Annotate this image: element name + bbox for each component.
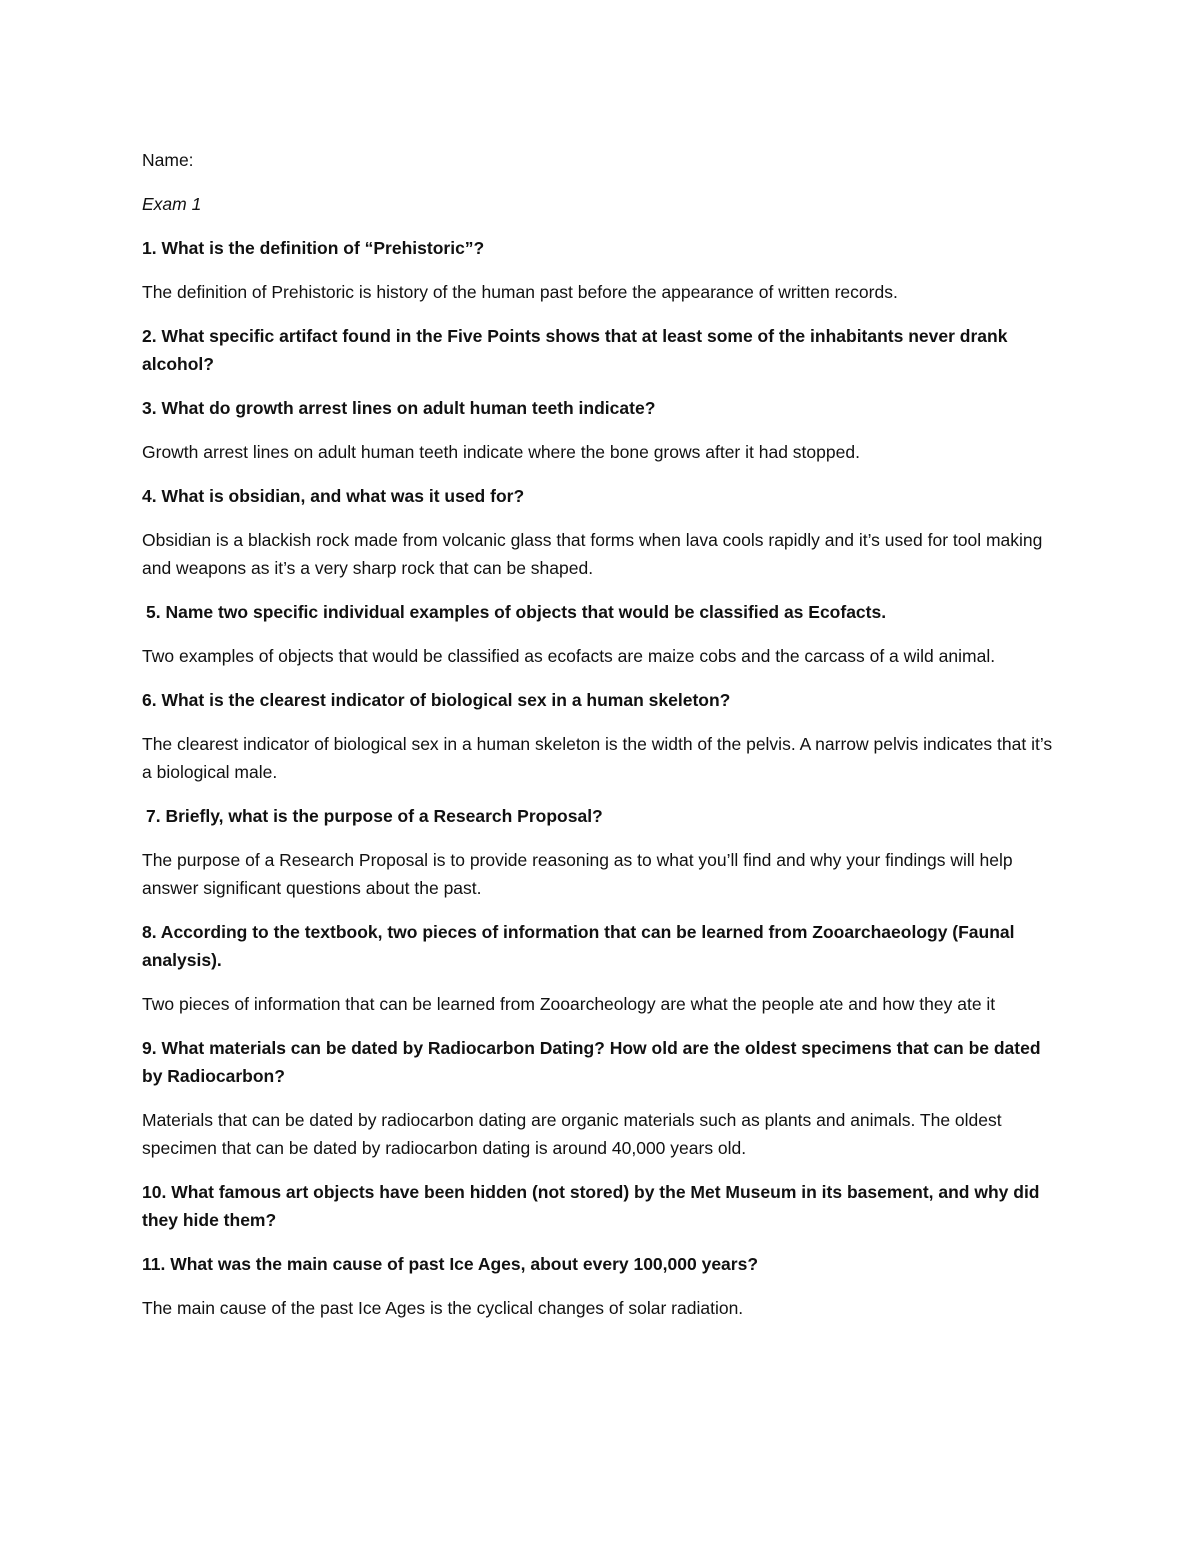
qa-item-9: [142, 1034, 1062, 1162]
question-5: 5. Name two specific individual examples of objects that would be classified as Ecofacts.: [146, 602, 887, 622]
qa-item-1: [142, 234, 1062, 306]
qa-item-7: [142, 802, 1062, 902]
question-7: 7. Briefly, what is the purpose of a Research Proposal?: [146, 806, 603, 826]
qa-item-10: [142, 1178, 1062, 1234]
qa-item-6: [142, 686, 1062, 786]
question-9: 9. What materials can be dated by Radiocarbon Dating? How old are the oldest specimens that can be dated by Radiocarbon?: [142, 1038, 1041, 1086]
answer-8: Two pieces of information that can be learned from Zooarcheology are what the people ate and how they ate it: [142, 994, 996, 1014]
question-3: 3. What do growth arrest lines on adult human teeth indicate?: [142, 398, 656, 418]
qa-item-5: [142, 598, 1062, 670]
document-body: [142, 146, 1062, 1338]
answer-9: Materials that can be dated by radiocarbon dating are organic materials such as plants and animals. The oldest specimen that can be dated by radiocarbon dating is around 40,000 years old.: [142, 1110, 1002, 1158]
question-6: 6. What is the clearest indicator of biological sex in a human skeleton?: [142, 690, 731, 710]
answer-1: The definition of Prehistoric is history of the human past before the appearance of written records.: [142, 282, 898, 302]
qa-item-11: [142, 1250, 1062, 1322]
name-label: Name:: [142, 150, 194, 170]
answer-4: Obsidian is a blackish rock made from volcanic glass that forms when lava cools rapidly and it’s used for tool making and weapons as it’s a very sharp rock that can be shaped.: [142, 530, 1043, 578]
answer-6: The clearest indicator of biological sex in a human skeleton is the width of the pelvis. A narrow pelvis indicates that it’s a biological male.: [142, 734, 1053, 782]
answer-5: Two examples of objects that would be classified as ecofacts are maize cobs and the carcass of a wild animal.: [142, 646, 996, 666]
question-2: 2. What specific artifact found in the Five Points shows that at least some of the inhabitants never drank alcohol?: [142, 326, 1008, 374]
qa-item-4: [142, 482, 1062, 582]
answer-11: The main cause of the past Ice Ages is the cyclical changes of solar radiation.: [142, 1298, 744, 1318]
question-4: 4. What is obsidian, and what was it used for?: [142, 486, 525, 506]
question-8: 8. According to the textbook, two pieces of information that can be learned from Zooarchaeology (Faunal analysis).: [142, 922, 1015, 970]
question-11: 11. What was the main cause of past Ice Ages, about every 100,000 years?: [142, 1254, 759, 1274]
answer-7: The purpose of a Research Proposal is to provide reasoning as to what you’ll find and why your findings will help answer significant questions about the past.: [142, 850, 1013, 898]
qa-item-8: [142, 918, 1062, 1018]
exam-title: Exam 1: [142, 194, 202, 214]
question-10: 10. What famous art objects have been hidden (not stored) by the Met Museum in its basement, and why did they hide them?: [142, 1182, 1040, 1230]
answer-3: Growth arrest lines on adult human teeth indicate where the bone grows after it had stopped.: [142, 442, 860, 462]
question-1: 1. What is the definition of “Prehistoric”?: [142, 238, 485, 258]
qa-item-2: [142, 322, 1062, 378]
qa-item-3: [142, 394, 1062, 466]
